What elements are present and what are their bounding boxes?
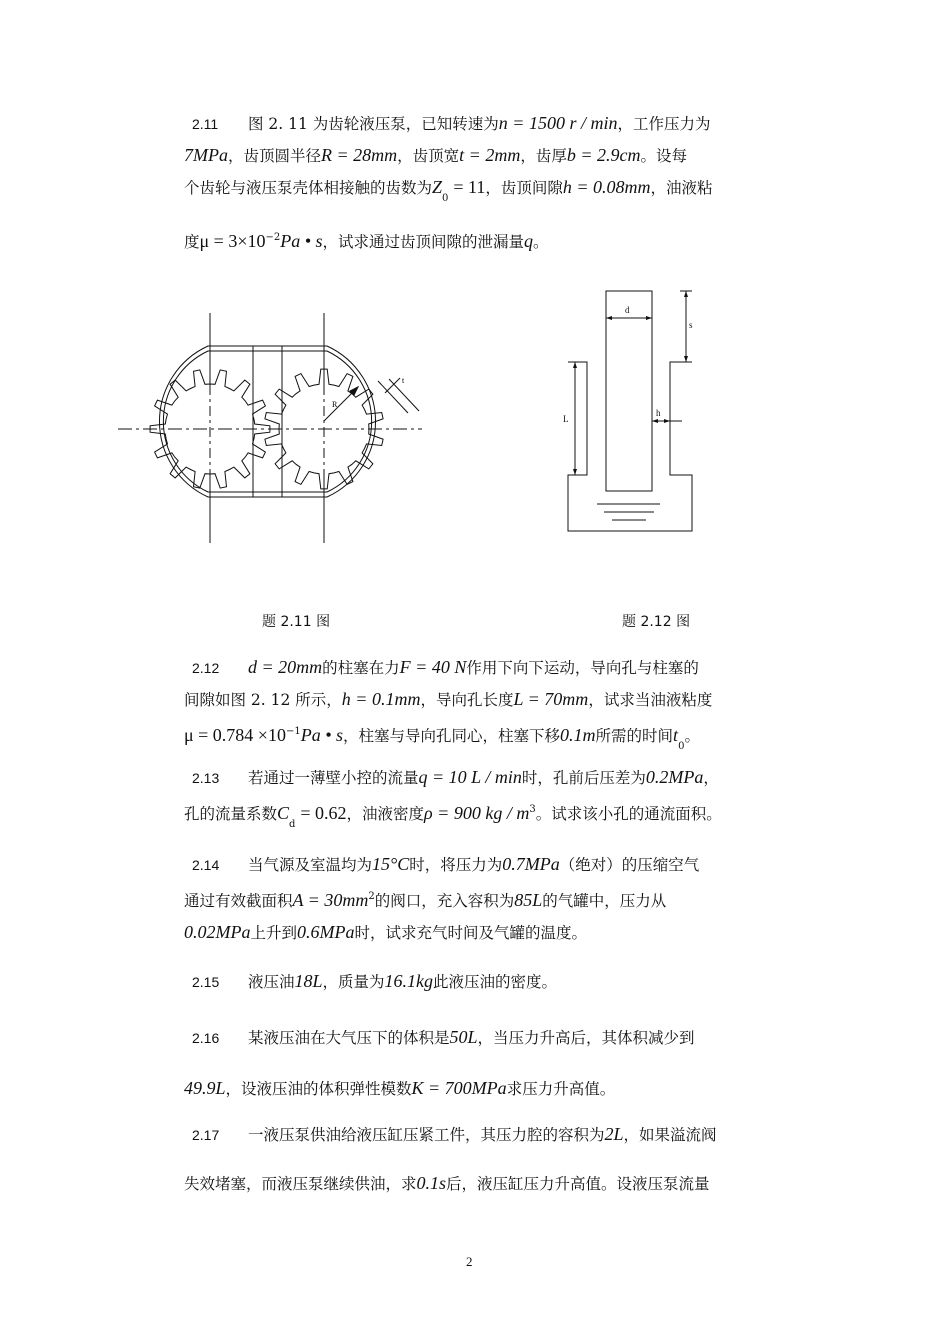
problem-2-15 bbox=[184, 966, 774, 998]
text: ，设液压油的体积弹性模数 bbox=[225, 1080, 412, 1098]
text: ，柱塞与导向孔同心，柱塞下移 bbox=[343, 727, 561, 745]
superscript: 3 bbox=[529, 804, 536, 815]
text: 当气源及室温均为 bbox=[248, 856, 373, 874]
text: 时，孔前后压差为 bbox=[521, 769, 646, 787]
fig-label-R: R bbox=[332, 400, 338, 409]
text: 时，将压力为 bbox=[409, 856, 503, 874]
problem-number: 2.15 bbox=[192, 974, 220, 990]
formula: Pa • s bbox=[280, 231, 323, 251]
text: ，油液粘 bbox=[650, 179, 713, 197]
formula: K = 700MPa bbox=[411, 1078, 507, 1098]
formula: μ = 3×10 bbox=[199, 231, 266, 251]
text: （绝对）的压缩空气 bbox=[559, 856, 700, 874]
formula: t = 2mm bbox=[459, 145, 521, 165]
text: 孔的流量系数 bbox=[184, 805, 278, 823]
formula: 7MPa bbox=[184, 145, 228, 165]
text: 液压油 bbox=[248, 973, 295, 991]
formula: 0.2MPa bbox=[645, 767, 704, 787]
text: 若通过一薄壁小控的流量 bbox=[248, 769, 419, 787]
text: ，试求当油液粘度 bbox=[588, 691, 713, 709]
problem-number: 2.14 bbox=[192, 857, 220, 873]
page-number: 2 bbox=[466, 1254, 473, 1269]
formula: μ = 0.784 ×10 bbox=[184, 725, 286, 745]
text: ，齿顶圆半径 bbox=[228, 147, 322, 165]
formula: b = 2.9cm bbox=[566, 145, 641, 165]
formula: Z bbox=[432, 177, 443, 197]
formula: 2L bbox=[604, 1124, 624, 1144]
text: 的柱塞在力 bbox=[322, 659, 400, 677]
text: 上升到 bbox=[250, 924, 298, 942]
text: 。 bbox=[684, 727, 700, 745]
problem-2-14 bbox=[184, 849, 774, 949]
superscript: 2 bbox=[368, 891, 375, 902]
formula: F = 40 N bbox=[399, 657, 467, 677]
text: 所需的时间 bbox=[595, 727, 674, 745]
text: ，工作压力为 bbox=[617, 115, 711, 133]
text: ，齿顶宽 bbox=[397, 147, 460, 165]
fig-label-L: L bbox=[563, 414, 569, 424]
formula: ρ = 900 kg / m bbox=[424, 803, 530, 823]
formula: 0.02MPa bbox=[184, 922, 251, 942]
problem-2-17 bbox=[184, 1110, 774, 1208]
text: 度 bbox=[184, 233, 200, 251]
text: ，齿顶间隙 bbox=[485, 179, 563, 197]
fig-label-t: t bbox=[402, 376, 405, 385]
formula: d = 20mm bbox=[248, 657, 323, 677]
text: 后，液压缸压力升高值。设液压泵流量 bbox=[446, 1175, 710, 1193]
formula: = 11 bbox=[453, 177, 486, 197]
formula: n = 1500 r / min bbox=[498, 113, 618, 133]
text: 一液压泵供油给液压缸压紧工件，其压力腔的容积为 bbox=[248, 1126, 605, 1144]
text: 间隙如图 2. 12 所示， bbox=[184, 691, 342, 709]
formula: 15°C bbox=[372, 854, 410, 874]
text: 。设每 bbox=[640, 147, 687, 165]
text: ，油液密度 bbox=[346, 805, 425, 823]
subscript: 0 bbox=[442, 193, 449, 204]
plunger-figure bbox=[560, 285, 700, 535]
formula: A = 30mm bbox=[292, 890, 369, 910]
superscript: −1 bbox=[285, 726, 301, 737]
formula: = 0.62 bbox=[300, 803, 347, 823]
text: 失效堵塞，而液压泵继续供油，求 bbox=[184, 1175, 417, 1193]
text: ， bbox=[703, 769, 719, 787]
text: 。试求该小孔的通流面积。 bbox=[535, 805, 722, 823]
text: 求压力升高值。 bbox=[506, 1080, 616, 1098]
formula: q bbox=[524, 231, 534, 251]
problem-2-11 bbox=[184, 108, 774, 258]
text: 作用下向下运动，导向孔与柱塞的 bbox=[466, 659, 699, 677]
text: 的阀口，充入容积为 bbox=[374, 892, 515, 910]
formula: 50L bbox=[449, 1027, 478, 1047]
gear-pump-figure bbox=[110, 305, 430, 550]
text: ，试求通过齿顶间隙的泄漏量 bbox=[322, 233, 525, 251]
subscript: d bbox=[289, 819, 296, 830]
formula: C bbox=[277, 803, 290, 823]
text: ，导向孔长度 bbox=[420, 691, 514, 709]
problem-number: 2.11 bbox=[192, 116, 219, 132]
formula: 0.1m bbox=[560, 725, 596, 745]
text: 通过有效截面积 bbox=[184, 892, 293, 910]
text: ，齿厚 bbox=[520, 147, 567, 165]
problem-number: 2.17 bbox=[192, 1127, 220, 1143]
formula: R = 28mm bbox=[321, 145, 398, 165]
figure-2-12-caption: 题 2.12 图 bbox=[622, 614, 691, 630]
formula: h = 0.1mm bbox=[341, 689, 421, 709]
fig-label-s: s bbox=[689, 320, 693, 330]
formula: L = 70mm bbox=[513, 689, 589, 709]
text: ，当压力升高后，其体积减少到 bbox=[477, 1029, 695, 1047]
text: 图 2. 11 为齿轮液压泵，已知转速为 bbox=[248, 115, 499, 133]
problem-number: 2.16 bbox=[192, 1030, 220, 1046]
formula: 85L bbox=[514, 890, 543, 910]
text: 此液压油的密度。 bbox=[433, 973, 558, 991]
formula: 0.1s bbox=[416, 1173, 447, 1193]
formula: 49.9L bbox=[184, 1078, 226, 1098]
text: 的气罐中，压力从 bbox=[542, 892, 667, 910]
formula: 0.7MPa bbox=[502, 854, 560, 874]
problem-2-12 bbox=[184, 652, 774, 762]
problem-number: 2.12 bbox=[192, 660, 220, 676]
text: 个齿轮与液压泵壳体相接触的齿数为 bbox=[184, 179, 433, 197]
subscript: 0 bbox=[678, 741, 685, 752]
formula: q = 10 L / min bbox=[418, 767, 522, 787]
formula: t bbox=[673, 725, 679, 745]
figure-2-11-caption: 题 2.11 图 bbox=[262, 614, 331, 630]
text: 某液压油在大气压下的体积是 bbox=[248, 1029, 450, 1047]
formula: 18L bbox=[294, 971, 323, 991]
text: ，如果溢流阀 bbox=[623, 1126, 717, 1144]
problem-number: 2.13 bbox=[192, 770, 220, 786]
formula: 0.6MPa bbox=[297, 922, 355, 942]
text: ，质量为 bbox=[322, 973, 385, 991]
formula: 16.1kg bbox=[384, 971, 434, 991]
text: 时，试求充气时间及气罐的温度。 bbox=[354, 924, 588, 942]
fig-label-h: h bbox=[656, 408, 661, 418]
formula: Pa • s bbox=[300, 725, 344, 745]
fig-label-d: d bbox=[625, 305, 630, 315]
text: 。 bbox=[533, 233, 549, 251]
problem-2-13 bbox=[184, 762, 774, 840]
superscript: −2 bbox=[265, 232, 281, 243]
problem-2-16 bbox=[184, 1012, 774, 1114]
formula: h = 0.08mm bbox=[562, 177, 651, 197]
